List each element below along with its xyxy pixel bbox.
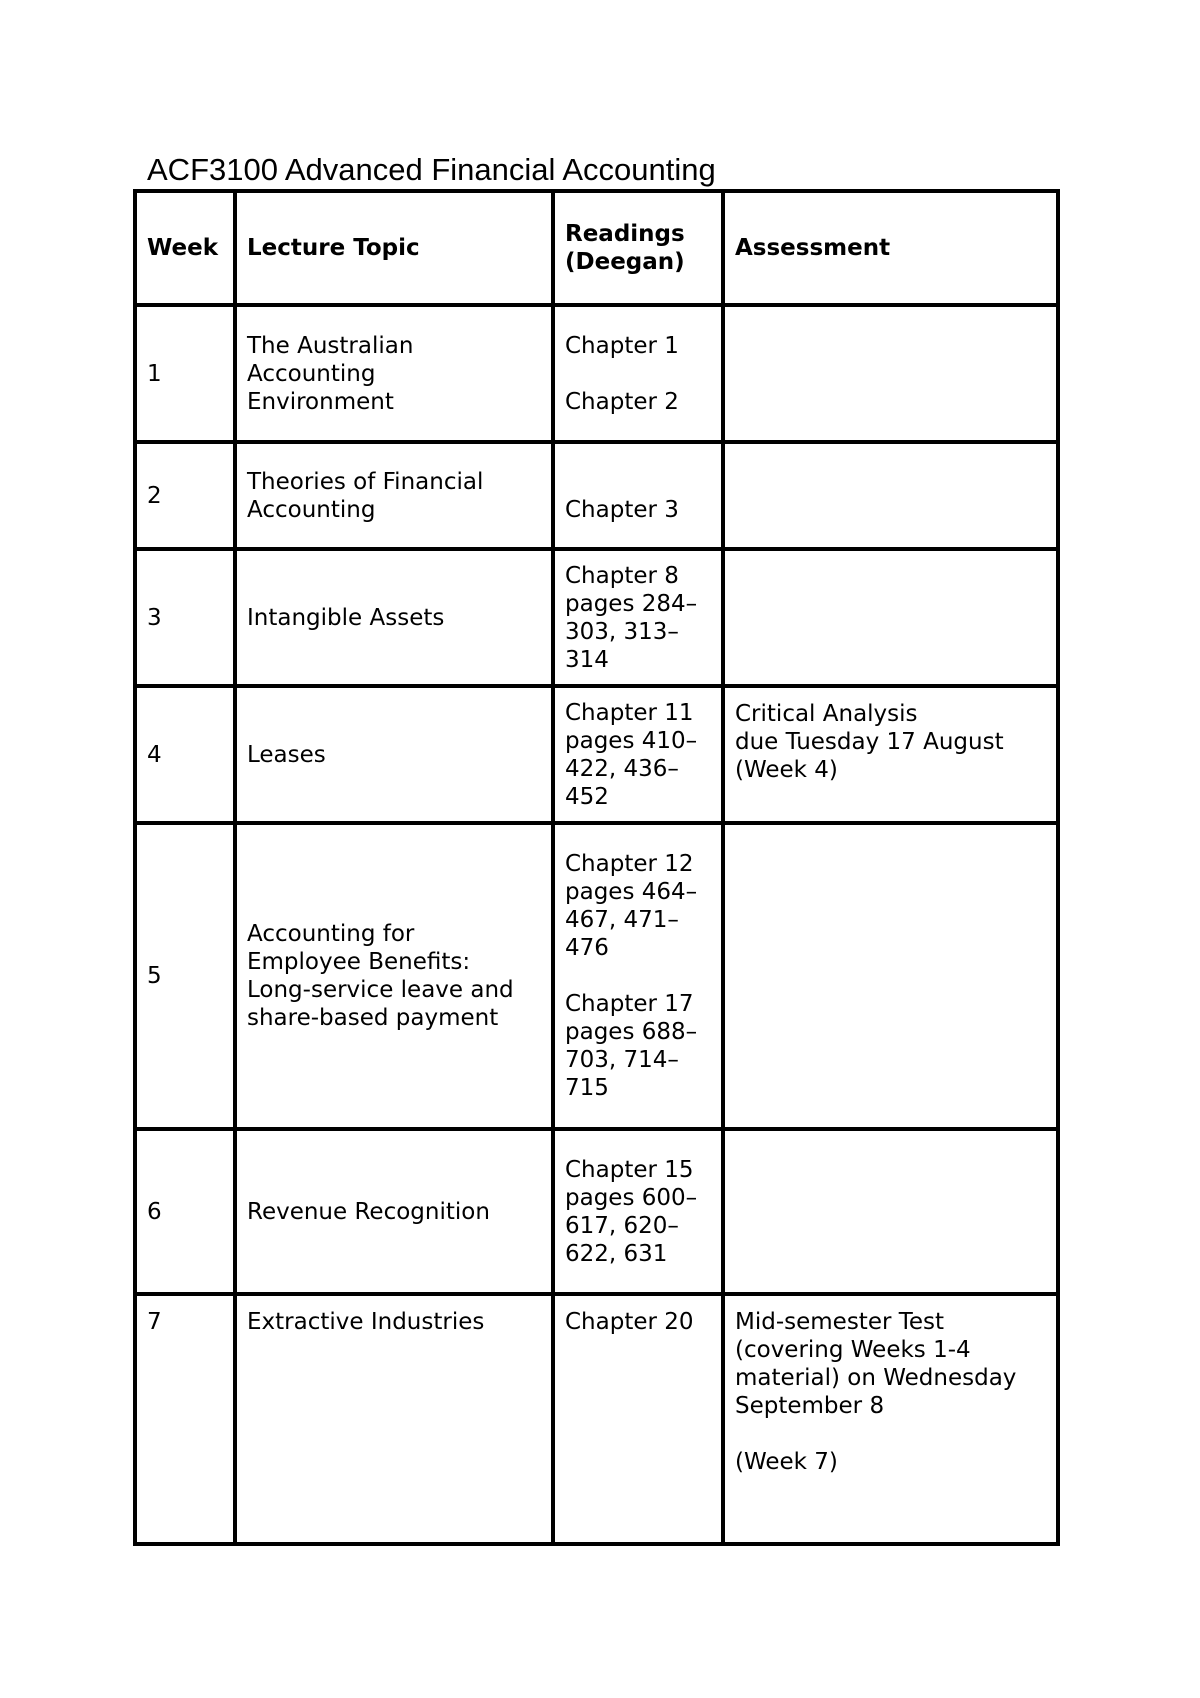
- header-week: Week: [135, 191, 235, 305]
- document-title: ACF3100 Advanced Financial Accounting: [147, 152, 716, 187]
- topic-cell: The Australian Accounting Environment: [235, 305, 553, 442]
- week-cell: 7: [135, 1294, 235, 1544]
- week-cell: 6: [135, 1129, 235, 1294]
- assessment-cell: [723, 442, 1058, 549]
- table-row: [135, 549, 1058, 686]
- topic-cell: Theories of Financial Accounting: [235, 442, 553, 549]
- table-row: [135, 686, 1058, 823]
- assessment-cell: [723, 305, 1058, 442]
- readings-cell: Chapter 3: [553, 442, 723, 549]
- header-assessment: Assessment: [723, 191, 1058, 305]
- assessment-cell: [723, 1129, 1058, 1294]
- readings-cell: Chapter 12 pages 464– 467, 471– 476 Chapter 17 pages 688– 703, 714– 715: [553, 823, 723, 1129]
- table-header-row: [135, 191, 1058, 305]
- table-row: [135, 305, 1058, 442]
- week-cell: 5: [135, 823, 235, 1129]
- week-cell: 4: [135, 686, 235, 823]
- topic-cell: Extractive Industries: [235, 1294, 553, 1544]
- topic-cell: Revenue Recognition: [235, 1129, 553, 1294]
- readings-cell: Chapter 1 Chapter 2: [553, 305, 723, 442]
- topic-cell: Leases: [235, 686, 553, 823]
- week-cell: 2: [135, 442, 235, 549]
- assessment-cell: [723, 823, 1058, 1129]
- readings-cell: Chapter 15 pages 600– 617, 620– 622, 631: [553, 1129, 723, 1294]
- topic-cell: Accounting for Employee Benefits: Long-service leave and share-based payment: [235, 823, 553, 1129]
- assessment-cell: [723, 549, 1058, 686]
- table-row: [135, 1129, 1058, 1294]
- assessment-cell: Critical Analysis due Tuesday 17 August (Week 4): [723, 686, 1058, 823]
- table-row: [135, 1294, 1058, 1544]
- week-cell: 1: [135, 305, 235, 442]
- table-row: [135, 442, 1058, 549]
- readings-cell: Chapter 20: [553, 1294, 723, 1544]
- week-cell: 3: [135, 549, 235, 686]
- readings-cell: Chapter 8 pages 284– 303, 313– 314: [553, 549, 723, 686]
- course-schedule-table: [133, 189, 1060, 1546]
- header-lecture-topic: Lecture Topic: [235, 191, 553, 305]
- header-readings: Readings (Deegan): [553, 191, 723, 305]
- assessment-cell: Mid-semester Test (covering Weeks 1-4 material) on Wednesday September 8 (Week 7): [723, 1294, 1058, 1544]
- topic-cell: Intangible Assets: [235, 549, 553, 686]
- readings-cell: Chapter 11 pages 410– 422, 436– 452: [553, 686, 723, 823]
- table-row: [135, 823, 1058, 1129]
